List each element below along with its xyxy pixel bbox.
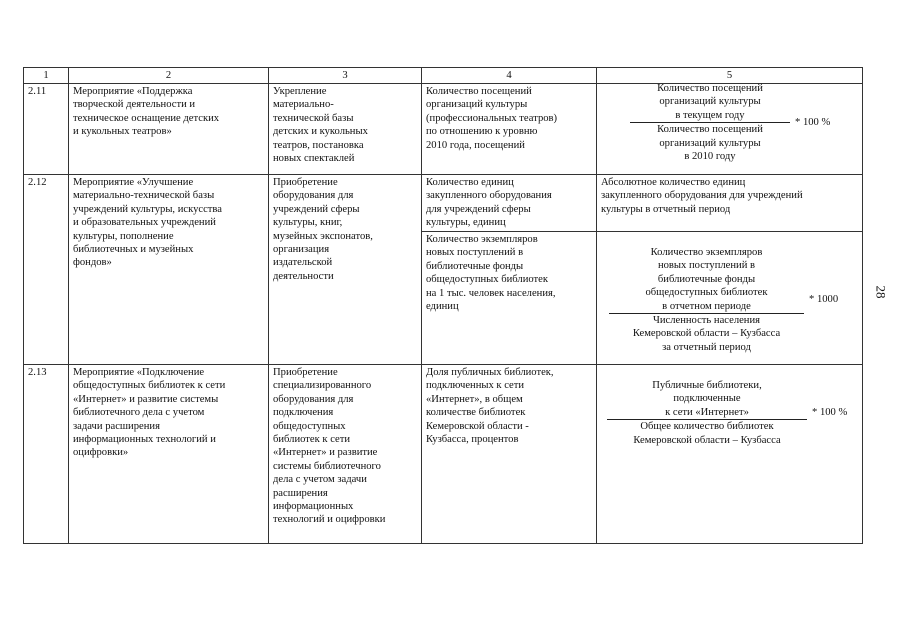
- method-text: Абсолютное количество единиц: [601, 177, 746, 188]
- formula-numerator: [652, 379, 761, 419]
- formula-cell: [597, 84, 863, 175]
- event-text: оцифровки»: [73, 447, 129, 459]
- event-text: библиотечных и музейных: [73, 244, 194, 256]
- table-row: [24, 84, 863, 175]
- goal-text: детских и кукольных: [273, 126, 368, 138]
- goal-text: специализированного: [273, 380, 372, 392]
- indicator-text: единиц: [426, 301, 459, 313]
- header-cell: 3: [269, 68, 422, 84]
- formula-text: Численность населения: [652, 315, 761, 327]
- formula-text: новых поступлений в: [657, 260, 756, 272]
- indicator-text: организаций культуры: [426, 99, 528, 111]
- event-text: библиотечного дела с учетом: [73, 407, 205, 419]
- indicator-text: подключенных к сети: [426, 380, 525, 392]
- indicator-text: общедоступных библиотек: [426, 274, 549, 286]
- indicator-text: Количество единиц: [426, 177, 514, 188]
- indicator-text: на 1 тыс. человек населения,: [426, 287, 556, 299]
- formula-text: в отчетном периоде: [662, 300, 751, 312]
- goal-text: материально-: [273, 99, 334, 111]
- goal-text: музейных экспонатов,: [273, 230, 373, 242]
- indicator-text: количестве библиотек: [426, 407, 526, 419]
- indicators-table: [23, 67, 863, 544]
- goal-cell: [269, 365, 422, 544]
- indicator-text: библиотечные фонды: [426, 260, 524, 272]
- event-cell: [69, 84, 269, 175]
- indicator-text: новых поступлений в: [426, 247, 524, 259]
- goal-text: библиотек к сети: [273, 434, 351, 446]
- indicator-text: Количество экземпляров: [426, 234, 538, 245]
- formula: [630, 82, 830, 163]
- event-text: учреждений культуры, искусства: [73, 203, 222, 215]
- formula-text: библиотечные фонды: [657, 273, 756, 285]
- goal-text: расширения: [273, 487, 328, 499]
- event-text: задачи расширения: [73, 420, 160, 432]
- indicator-text: Кемеровской области -: [426, 420, 529, 432]
- goal-text: «Интернет» и развитие: [273, 447, 378, 459]
- goal-text: технологий и оцифровки: [273, 514, 386, 526]
- formula-denominator: [633, 420, 780, 447]
- goal-text: общедоступных: [273, 420, 346, 432]
- goal-text: театров, постановка: [273, 139, 364, 151]
- indicator-text: для учреждений сферы: [426, 203, 531, 215]
- method-text: культуры в отчетный период: [601, 203, 731, 215]
- formula-multiplier: * 100 %: [795, 117, 831, 129]
- row-number: 2.13: [24, 365, 69, 544]
- event-text: культуры, пополнение: [73, 230, 174, 242]
- event-cell: [69, 175, 269, 365]
- goal-text: культуры, книг,: [273, 217, 343, 229]
- event-text: фондов»: [73, 257, 112, 269]
- indicator-cell: [422, 365, 597, 544]
- event-text: техническое оснащение детских: [73, 112, 220, 124]
- goal-text: подключения: [273, 407, 334, 419]
- goal-text: оборудования для: [273, 393, 354, 405]
- formula-numerator: [657, 82, 763, 122]
- event-text: Мероприятие «Подключение: [73, 367, 205, 378]
- goal-text: деятельности: [273, 270, 334, 282]
- event-text: «Интернет» и развитие системы: [73, 393, 219, 405]
- indicator-text: (профессиональных театров): [426, 112, 558, 124]
- formula-text: организаций культуры: [659, 137, 761, 149]
- indicator-cell: [422, 84, 597, 175]
- indicator-cell: [422, 175, 597, 232]
- indicator-text: Количество посещений: [426, 86, 532, 97]
- formula-cell: [597, 232, 863, 365]
- header-cell: 1: [24, 68, 69, 84]
- event-text: общедоступных библиотек к сети: [73, 380, 226, 392]
- goal-text: оборудования для: [273, 190, 354, 202]
- formula-text: Количество экземпляров: [650, 247, 763, 258]
- table-row: [24, 175, 863, 232]
- header-cell: 2: [69, 68, 269, 84]
- formula-text: Общее количество библиотек: [640, 421, 774, 433]
- formula-text: в текущем году: [675, 109, 745, 121]
- row-number: 2.11: [24, 84, 69, 175]
- indicator-text: Кузбасса, процентов: [426, 434, 519, 446]
- event-text: и кукольных театров»: [73, 126, 172, 138]
- formula-text: за отчетный период: [662, 341, 751, 353]
- goal-text: Укрепление: [273, 86, 327, 97]
- table-row: [24, 365, 863, 544]
- formula-text: подключенные: [673, 393, 741, 405]
- formula-text: Кемеровской области – Кузбасса: [633, 434, 781, 446]
- formula-multiplier: * 1000: [809, 294, 839, 306]
- indicator-text: 2010 года, посещений: [426, 139, 525, 151]
- goal-text: новых спектаклей: [273, 153, 355, 165]
- method-cell: [597, 175, 863, 232]
- formula-text: Количество посещений: [657, 83, 763, 94]
- goal-text: организация: [273, 244, 330, 256]
- header-cell: 5: [597, 68, 863, 84]
- goal-text: издательской: [273, 257, 333, 269]
- header-cell: 4: [422, 68, 597, 84]
- goal-text: информационных: [273, 501, 354, 513]
- formula-text: общедоступных библиотек: [645, 287, 768, 299]
- indicator-text: закупленного оборудования: [426, 190, 552, 202]
- indicator-cell: [422, 232, 597, 365]
- formula: [607, 379, 847, 447]
- formula-text: Кемеровской области – Кузбасса: [632, 328, 781, 340]
- event-text: и образовательных учреждений: [73, 217, 216, 229]
- row-number: 2.12: [24, 175, 69, 365]
- formula-cell: [597, 365, 863, 544]
- formula-text: к сети «Интернет»: [665, 406, 749, 418]
- goal-cell: [269, 175, 422, 365]
- event-text: Мероприятие «Улучшение: [73, 177, 194, 188]
- indicator-text: «Интернет», в общем: [426, 393, 523, 405]
- event-cell: [69, 365, 269, 544]
- formula-text: в 2010 году: [684, 151, 736, 163]
- indicator-text: культуры, единиц: [426, 217, 506, 229]
- formula-text: Публичные библиотеки,: [652, 380, 762, 391]
- formula-numerator: [645, 246, 767, 313]
- goal-text: системы библиотечного: [273, 460, 381, 472]
- event-text: творческой деятельности и: [73, 99, 196, 111]
- page-number: 28: [873, 285, 889, 299]
- indicator-text: по отношению к уровню: [426, 126, 538, 138]
- goal-text: учреждений сферы: [273, 203, 360, 215]
- event-text: информационных технологий и: [73, 434, 216, 446]
- event-text: Мероприятие «Поддержка: [73, 86, 193, 97]
- formula: [609, 246, 838, 354]
- goal-text: дела с учетом задачи: [273, 474, 367, 486]
- goal-text: Приобретение: [273, 367, 338, 378]
- method-text: закупленного оборудования для учреждений: [601, 190, 803, 202]
- goal-text: технической базы: [273, 112, 354, 124]
- formula-denominator: [657, 123, 763, 163]
- indicator-text: Доля публичных библиотек,: [426, 367, 554, 378]
- goal-cell: [269, 84, 422, 175]
- event-text: материально-технической базы: [73, 190, 215, 202]
- formula-text: Количество посещений: [657, 124, 763, 136]
- formula-text: организаций культуры: [659, 96, 761, 108]
- formula-denominator: [633, 314, 780, 354]
- goal-text: Приобретение: [273, 177, 338, 188]
- formula-multiplier: * 100 %: [812, 407, 848, 419]
